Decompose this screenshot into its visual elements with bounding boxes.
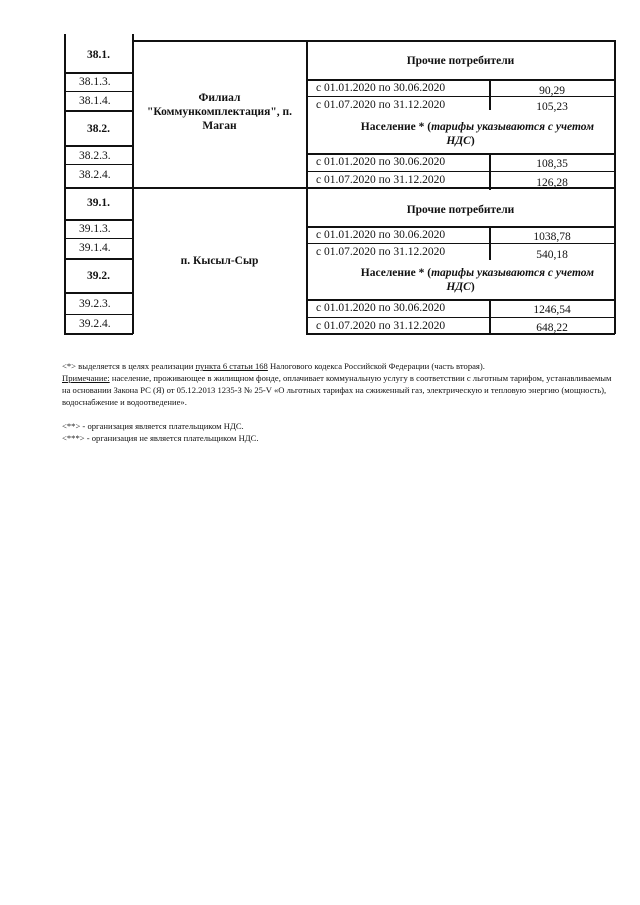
row-number: 38.2.3. bbox=[79, 150, 111, 162]
tariff-value: 108,35 bbox=[536, 158, 568, 170]
period: с 01.07.2020 по 31.12.2020 bbox=[316, 99, 446, 111]
tariff-value: 126,28 bbox=[536, 177, 568, 189]
tax-code-link[interactable]: пункта 6 статьи 168 bbox=[195, 361, 268, 371]
table-border bbox=[64, 292, 133, 294]
tariff-value: 540,18 bbox=[536, 249, 568, 261]
row-number: 39.2.4. bbox=[79, 318, 111, 330]
footnote-vat-payer: <**> - организация является плательщиком НДС. bbox=[62, 421, 244, 431]
table-border bbox=[64, 110, 133, 112]
footnote-remark: Примечание: население, проживающее в жилищном фонде, оплачивает коммунальную услугу в соответствии с льготным тарифом, устанавливаемым на основании Закона РС (Я) от 05.12.2013 1235-З № 25-V «О льготных тарифах на сжиженный газ, электрическую и тепловую энергию (мощность), водоснабжение и водоотведение». bbox=[62, 373, 612, 407]
row-number: 39.2. bbox=[87, 270, 110, 282]
footnote-vat-allocation: <*> выделяется в целях реализации пункта 6 статьи 168 Налогового кодекса Российской Федерации (часть вторая). bbox=[62, 361, 485, 371]
table-border bbox=[64, 164, 133, 165]
table-border bbox=[64, 91, 133, 92]
row-number: 39.1. bbox=[87, 197, 110, 209]
group-header: Население * (тарифы указываются с учетом НДС) bbox=[360, 121, 594, 147]
tariff-value: 1246,54 bbox=[533, 304, 571, 316]
period: с 01.01.2020 по 30.06.2020 bbox=[316, 156, 446, 168]
period: с 01.07.2020 по 31.12.2020 bbox=[316, 174, 446, 186]
row-number: 38.1. bbox=[87, 49, 110, 61]
period: с 01.01.2020 по 30.06.2020 bbox=[316, 229, 446, 241]
table-border bbox=[64, 238, 133, 239]
table-border bbox=[306, 317, 615, 318]
tariff-value: 1038,78 bbox=[533, 231, 571, 243]
period: с 01.07.2020 по 31.12.2020 bbox=[316, 320, 446, 332]
period: с 01.01.2020 по 30.06.2020 bbox=[316, 82, 446, 94]
tariff-value: 105,23 bbox=[536, 101, 568, 113]
period: с 01.07.2020 по 31.12.2020 bbox=[316, 246, 446, 258]
row-number: 38.2.4. bbox=[79, 169, 111, 181]
table-border bbox=[132, 34, 134, 334]
tariff-value: 648,22 bbox=[536, 322, 568, 334]
table-border bbox=[64, 219, 133, 221]
org-name: п. Кысыл-Сыр bbox=[180, 255, 259, 267]
table-border bbox=[64, 145, 133, 147]
row-number: 39.2.3. bbox=[79, 298, 111, 310]
org-name: Филиал "Коммункомплектация", п. Маган bbox=[146, 92, 293, 132]
row-number: 38.1.4. bbox=[79, 95, 111, 107]
table-border bbox=[64, 72, 133, 74]
table-border bbox=[132, 40, 615, 42]
group-header: Прочие потребители bbox=[406, 55, 515, 67]
period: с 01.01.2020 по 30.06.2020 bbox=[316, 302, 446, 314]
table-border bbox=[64, 333, 133, 335]
table-border bbox=[64, 258, 133, 260]
row-number: 39.1.4. bbox=[79, 242, 111, 254]
table-border bbox=[306, 171, 615, 172]
tariff-table bbox=[0, 0, 640, 340]
group-header: Население * (тарифы указываются с учетом НДС) bbox=[360, 267, 594, 293]
group-header: Прочие потребители bbox=[406, 204, 515, 216]
table-border bbox=[64, 34, 66, 334]
table-border bbox=[64, 314, 133, 315]
row-number: 38.1.3. bbox=[79, 76, 111, 88]
footnotes bbox=[62, 360, 622, 444]
footnote-non-vat-payer: <***> - организация не является плательщиком НДС. bbox=[62, 433, 259, 443]
row-number: 38.2. bbox=[87, 123, 110, 135]
row-number: 39.1.3. bbox=[79, 223, 111, 235]
tariff-value: 90,29 bbox=[539, 85, 565, 97]
